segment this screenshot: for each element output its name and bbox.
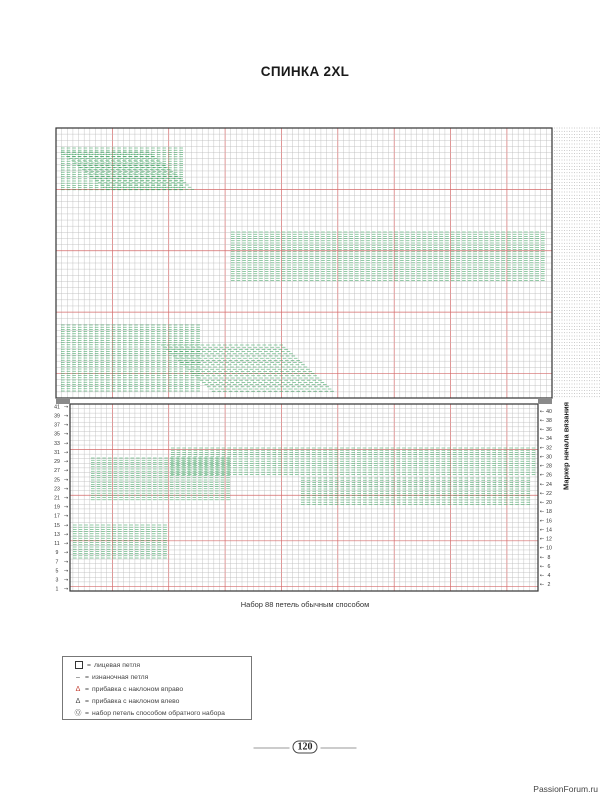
chart-title: СПИНКА 2XL <box>260 64 350 79</box>
chart-grid <box>56 128 552 591</box>
purl-pattern <box>61 148 545 558</box>
